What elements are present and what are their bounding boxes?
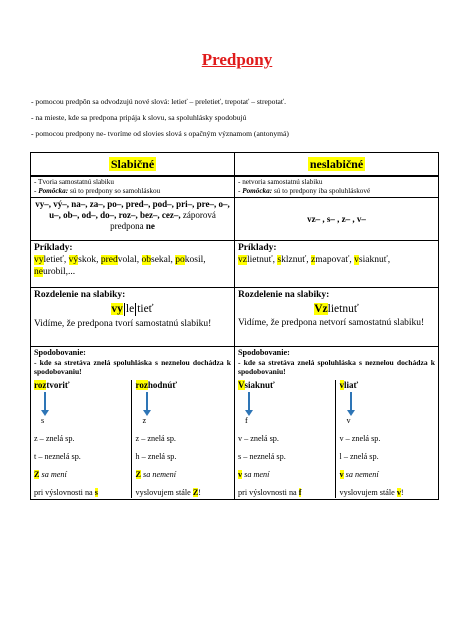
header-right — [235, 153, 439, 177]
rule-line: z – znelá sp. — [135, 434, 176, 443]
example-prefix: roz — [34, 380, 47, 390]
down-arrow-icon — [44, 392, 46, 412]
example-rest: urobil,... — [42, 267, 76, 277]
prefix-list-right — [235, 198, 439, 241]
rule-line — [136, 470, 228, 480]
example-rest: liať — [344, 380, 359, 390]
rule-letter: v — [396, 488, 401, 497]
rule-text: vyslovujem stále — [339, 488, 397, 497]
assimilation-example — [34, 380, 131, 498]
division-word — [238, 303, 435, 315]
division-prefix: vy — [111, 303, 123, 316]
example-prefix: ne — [34, 267, 43, 277]
syllable-separator — [124, 303, 125, 316]
rule-letter: Z — [34, 470, 40, 479]
examples-row — [31, 241, 439, 288]
rule-text: vyslovujem stále — [135, 488, 193, 497]
division-syllable: tieť — [137, 303, 154, 316]
rule-letter: Z — [192, 488, 199, 497]
examples-left — [31, 241, 235, 288]
example-prefix: z — [311, 255, 316, 265]
rule-letter: s — [94, 488, 98, 497]
rule-line: t – neznelá sp. — [34, 452, 81, 461]
example-rest: letieť, — [43, 255, 69, 265]
rule-line — [238, 488, 335, 498]
examples-title: Príklady: — [238, 243, 277, 253]
hint: - Pomôcka: sú to predpony iba spoluhláskové — [238, 187, 371, 195]
intro-list — [31, 94, 451, 142]
rule-text: sa mení — [242, 470, 270, 479]
division-syllable: le — [125, 303, 135, 316]
assimilation-left — [31, 347, 235, 500]
rule-letter: v — [238, 470, 243, 479]
assimilation-example — [238, 380, 335, 498]
rule-letter: v — [339, 470, 344, 479]
rule-line — [34, 470, 131, 480]
example-rest: sekal, — [151, 255, 176, 265]
prefix-list-tail: záporová predpona — [110, 210, 216, 231]
rule-line — [136, 488, 228, 498]
rule-text: pri výslovnosti na — [238, 488, 299, 497]
example-rest: tvoriť — [46, 380, 70, 390]
definition-right — [235, 176, 439, 198]
hint: - Pomôcka: sú to predpony so samohláskou — [34, 187, 161, 195]
hint-text: sú to predpony iba spoluhláskové — [272, 187, 371, 195]
examples-title: Príklady: — [34, 243, 73, 253]
page-title: Predpony — [201, 50, 273, 69]
assimilation-example — [335, 380, 432, 498]
example-prefix: v — [339, 380, 345, 390]
example-rest: kosil, — [184, 255, 206, 265]
assimilation-columns — [34, 380, 231, 498]
rule-text: sa nemení — [343, 470, 379, 479]
rule-letter: Z — [135, 470, 141, 479]
syllable-division-right — [235, 288, 439, 347]
rule-line — [238, 470, 335, 480]
division-title: Rozdelenie na slabiky: — [238, 290, 330, 300]
example-rest: mapovať, — [315, 255, 355, 265]
example-prefix: vy — [34, 255, 44, 265]
prefix-list-left — [31, 198, 235, 241]
example-rest: volal, — [117, 255, 142, 265]
definition-row — [31, 176, 439, 198]
assimilation-columns — [238, 380, 435, 498]
example-rest: siaknuť, — [358, 255, 391, 265]
pronounced-letter: f — [245, 416, 248, 425]
rule-line: v – znelá sp. — [238, 434, 279, 443]
example-prefix: vý — [68, 255, 79, 265]
definition-text: - Tvoria samostatnú slabiku — [34, 178, 114, 186]
division-note: Vidíme, že predpona netvorí samostatnú slabiku! — [238, 318, 425, 328]
examples-right — [235, 241, 439, 288]
prefix-list: vy–, vý–, na–, za–, po–, pred–, pod–, pri–, pre–, o–, u–, ob–, od–, do–, roz–, bez–, cez–, — [35, 199, 230, 220]
example-rest: siaknuť — [244, 380, 275, 390]
rule-line: s – neznelá sp. — [238, 452, 286, 461]
assimilation-row — [31, 347, 439, 500]
header-nonsyllabic: neslabičné — [309, 156, 364, 171]
example-prefix: V — [238, 380, 245, 390]
prefix-list-row — [31, 198, 439, 241]
header-syllabic: Slabičné — [110, 156, 155, 171]
example-rest: klznuť, — [281, 255, 312, 265]
example-rest: skok, — [78, 255, 101, 265]
rule-line: l – znelá sp. — [339, 452, 379, 461]
hint-label: Pomôcka: — [38, 187, 69, 195]
down-arrow-icon — [248, 392, 250, 412]
down-arrow-icon — [350, 392, 352, 412]
hint-text: sú to predpony so samohláskou — [68, 187, 161, 195]
hint-label: Pomôcka: — [242, 187, 273, 195]
example-prefix: po — [175, 255, 185, 265]
assimilation-title: Spodobovanie: — [238, 348, 290, 357]
intro-line: - pomocou predpony ne- tvoríme od slovies slová s opačným významom (antonymá) — [31, 129, 289, 138]
assimilation-note: - kde sa stretáva znelá spoluhláska s neznelou dochádza k spodobovaniu! — [34, 358, 231, 376]
division-prefix: Vz — [314, 303, 328, 315]
assimilation-right — [235, 347, 439, 500]
examples-text — [34, 254, 231, 278]
table-header-row — [31, 153, 439, 177]
rule-text: ! — [198, 488, 202, 497]
rule-line — [34, 488, 131, 498]
rule-text: ! — [400, 488, 404, 497]
definition-text: - netvoria samostatnú slabiku — [238, 178, 323, 186]
assimilation-note: - kde sa stretáva znelá spoluhláska s neznelou dochádza k spodobovaniu! — [238, 358, 435, 376]
assimilation-example — [131, 380, 228, 498]
example-prefix: roz — [135, 380, 148, 390]
assimilation-title: Spodobovanie: — [34, 348, 86, 357]
prefix-ne: ne — [145, 221, 155, 231]
example-prefix: v — [354, 255, 359, 265]
division-syllable: lietnuť — [327, 303, 359, 315]
header-left — [31, 153, 235, 177]
syllable-division-left — [31, 288, 235, 347]
example-prefix: ob — [141, 255, 152, 265]
prefix-list: vz– , s– , z– , v– — [307, 213, 366, 224]
rule-text: pri výslovnosti na — [34, 488, 95, 497]
pronounced-letter: v — [346, 416, 351, 425]
division-note: Vidíme, že predpona tvorí samostatnú slabiku! — [34, 319, 212, 329]
pronounced-letter: s — [41, 416, 45, 425]
rule-line — [340, 488, 432, 498]
example-prefix: pred — [100, 255, 118, 265]
example-rest: hodnúť — [147, 380, 178, 390]
rule-text: sa mení — [39, 470, 67, 479]
down-arrow-icon — [146, 392, 148, 412]
pronounced-letter: z — [142, 416, 147, 425]
example-prefix: vz — [238, 255, 247, 265]
example-prefix: s — [277, 255, 282, 265]
division-title: Rozdelenie na slabiky: — [34, 290, 126, 300]
definition-left — [31, 176, 235, 198]
rule-letter: f — [298, 488, 302, 497]
syllable-division-row — [31, 288, 439, 347]
examples-text — [238, 254, 435, 266]
rule-line: v – znelá sp. — [339, 434, 381, 443]
prefix-table — [30, 152, 439, 500]
example-rest: lietnuť, — [246, 255, 278, 265]
rule-line — [340, 470, 432, 480]
rule-text: sa nemení — [140, 470, 177, 479]
division-word — [34, 303, 231, 316]
intro-line: - na mieste, kde sa predpona pripája k slovu, sa spoluhlásky spodobujú — [31, 113, 247, 122]
intro-line: - pomocou predpôn sa odvodzujú nové slová: letieť – preletieť, trepotať – strepotať. — [31, 97, 287, 106]
rule-line: h – znelá sp. — [135, 452, 177, 461]
rule-line: z – znelá sp. — [34, 434, 75, 443]
